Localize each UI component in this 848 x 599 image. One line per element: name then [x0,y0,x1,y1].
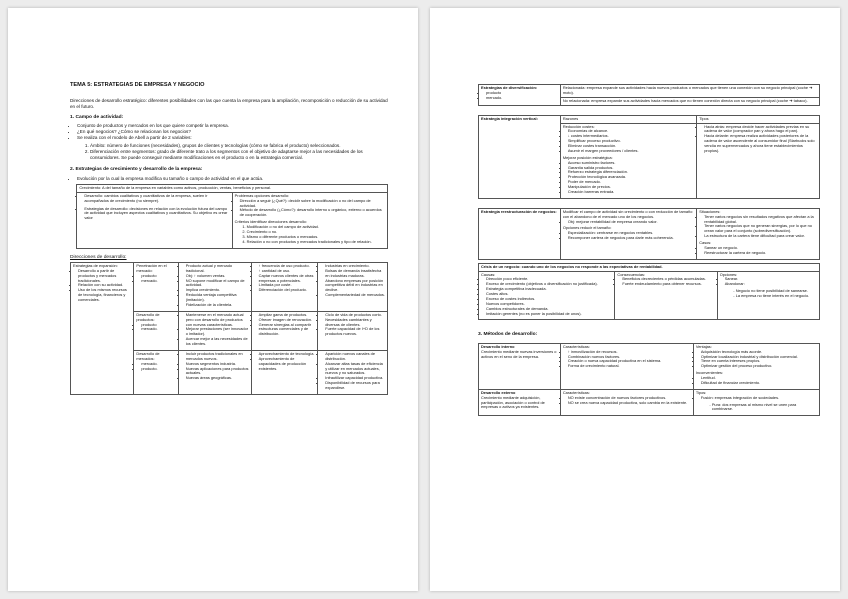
list-item: • Simplificar proceso productivo. [568,139,694,144]
list-item: • Tener varios negocios que no generan sinergias, por lo que no crean valor para el conjunto (sobrediversificación). [704,224,817,234]
list-item: • Abandonar: [725,282,817,287]
integration-table [478,115,820,199]
list-item: 3. Mismo o diferente productos o mercados. [247,235,385,240]
restructuring-description: Modificar el campo de actividad sin crecimiento o con reducción de tamaño con el abandono de el mercado uno de los negocios. [562,208,693,219]
list-item: • Nuevas aplicaciones para productos actuales. [186,367,249,377]
list-item: 2. Crecimiento o no. [247,230,385,235]
restructuring-desc-cell [560,208,696,259]
external-label: Desarrollo externo [481,389,516,395]
list-item: • Cambios estructurales de demanda. [486,307,612,312]
diversification-table [478,84,820,106]
conditions-cell [318,262,388,311]
directions-table [70,262,388,395]
methods-cell [251,350,318,394]
directions-heading: Direcciones de desarrollo: [70,254,127,260]
list-item: • Acceso suministro factores. [568,161,694,166]
list-item: • Abandono empresas por posición competitiva débil en industrias en declive. [325,279,385,294]
consequences-heading: Consecuencias: [617,271,646,277]
list-item: • Nuevas áreas geográficas. [186,376,249,381]
list-item: • Tener varios negocios sin resultados negativos que afectan a la rentabilidad global. [704,215,817,225]
list-item: • Protección tecnológica avanzada. [568,175,694,180]
options-cell [717,271,819,320]
list-item: • Obj: ↑ volumen ventas. [186,274,249,279]
page-right-content [478,84,820,416]
list-item: • mercado. [141,279,175,284]
list-item: • Hacia delante: empresa realiza actividades posteriores de la cadena de valor ascendente al consumidor final (Starbucks solo vendía en supermercados y ahora tiene establecimientos propios). [704,134,817,154]
growth-table-header: Crecimiento: A del tamaño de la empresa en variables como activos, producción, ventas, beneficios y personal. [77,184,388,192]
advantages-heading: Ventajas: [695,343,712,349]
row-label: Desarrollo de mercados: [136,350,160,361]
list-item: • Costes altos. [486,292,612,297]
list-item: • Reestructurar la cartera de negocio. [704,251,817,256]
list-item: • Aprovechamiento de capacidades de producción existentes. [259,357,316,372]
list-item: • Estrategia competitiva inadecuada. [486,287,612,292]
list-item: • ↑ cantidad de uso. [259,269,316,274]
list-item: • Se realiza con el modelo de Abell a partir de 2 variables: [77,135,388,141]
description-cell [178,350,251,394]
external-types-cell [693,389,819,416]
list-item: • Uso de los mismos recursos de tecnología, financieros y comerciales. [78,288,131,303]
list-item: - Negocio no tiene posibilidad de sanearse. [736,289,817,294]
list-item: 2. Diferenciación entre segmentos: grado de diferente trato a los segmentos con el objetivo de adaptarse mejor a las necesidades de los consumidores. Se puede conseguir mediante modificaciones en el producto o en la estrategia comercial. [90,149,388,161]
list-item: • Hacia atrás: empresa decide hacer actividades previas en su cadena de valor (comprador pan y ahora hago el pan). [704,125,817,135]
list-item: 4. Relación o no con productos y mercados tradicionales y tipo de relación. [247,240,385,245]
list-item: • Forma de crecimiento natural. [568,364,691,369]
external-label-cell [479,389,561,416]
list-item: • Captar nuevos clientes de otras empresas o potenciales. [259,274,316,284]
list-item: • Ofrecer imagen de renovación. [259,318,316,323]
list-item: • Producto actual y mercado tradicional. [186,264,249,274]
internal-label: Desarrollo interno [481,343,515,349]
list-item: • Generar sinergias al compartir estructuras comerciales y de distribución. [259,323,316,338]
list-item: • Sanear. [725,277,817,282]
row-label: Penetración en el mercado: [136,262,167,273]
list-item: • Incluir productos tradicionales en mercados nuevos. [186,352,249,362]
list-item: • producto. [141,367,175,372]
page-left-content [70,82,388,395]
reasons-header: Razones [560,115,696,123]
list-item: • Exceso de costes indirectos. [486,297,612,302]
list-item: • producto [141,323,175,328]
list-item: • Exceso de crecimiento (objetivos o diversificación no justificada). [486,282,612,287]
crisis-header: Crisis de un negocio: cuando uno de los negocios no responde a las expectativas de rentabilidad. [479,263,820,271]
list-item: • Obj: mejorar rentabilidad de empresa creando valor. [568,220,694,225]
list-item: • Economías de alcance. [568,129,694,134]
section-1-bullets [70,123,388,141]
list-item: • Tiene en cuenta intereses propios. [701,359,817,364]
chars-heading: Características: [562,343,590,349]
restructuring-label: Estrategia reestructuración de negocios: [479,208,561,259]
list-item: • Fuerte endeudamiento para obtener recursos. [622,282,714,287]
list-item: • Diferenciación del producto. [259,288,316,293]
chars-heading: Características: [562,389,590,395]
crisis-table [478,263,820,321]
list-item: 1. Modificación o no del campo de actividad. [247,225,385,230]
expansion-cell [71,262,134,394]
page-title: TEMA 5: ESTRATEGIAS DE EMPRESA Y NEGOCIO [70,82,205,88]
position-heading: Mejorar posición estratégica: [562,154,613,160]
list-item: • ¿En qué negocios? ¿Cómo se relacionan los negocios? [77,129,388,135]
diversification-label-cell [479,85,561,106]
section-3-heading: 3. Métodos de desarrollo: [478,332,538,338]
integration-label: Estrategia integración vertical: [479,115,561,198]
list-item: • Dirección poco eficiente. [486,277,612,282]
list-item: • Combinación nuevos factores. [568,355,691,360]
list-item: • producto [486,91,558,96]
list-item: • Especialización: centrarse en negocios rentables. [568,231,694,236]
row-label-cell [134,350,178,394]
reasons-cell [560,123,696,198]
list-item: • Refuerzo estrategia diferenciación. [568,170,694,175]
methods-cell [251,311,318,350]
list-item: • La estructura de la cartera tiene dificultad para crear valor. [704,234,817,239]
list-item: • Asumir el margen proveedores / clientes. [568,149,694,154]
methods-cell [251,262,318,311]
internal-description: Crecimiento mediante nuevas inversiones o activos en el seno de la empresa. [481,348,557,359]
methods-table [478,343,820,417]
list-item: • Mantenerse en el mercado actual pero con desarrollo de productos con nuevas características. [186,313,249,328]
list-item: • Reducida ventaja competitiva (imitación). [186,293,249,303]
situations-cell [697,208,820,259]
list-item: • Limitada por coste. [259,283,316,288]
list-item: • Lentitud. [701,376,817,381]
list-item: 1. Ámbito: número de funciones (necesidades), grupos de clientes y tecnologías (cómo se fabrica el producto) seleccionados. [90,143,388,149]
diversification-label: Estrategias de diversificación: [481,85,538,90]
list-item: • Manipulación de precios. [568,185,694,190]
costs-heading: Reducción costes: [562,123,595,129]
list-item: • Nuevos competidores. [486,302,612,307]
external-chars-cell [560,389,693,416]
unrelated-cell: No relacionada: empresa expande sus actividades hacia mercados que no tienen conexión directa con su negocio principal (coche ➔ tabaco). [560,97,819,105]
list-item: • NO se crea nueva capacidad productiva, solo cambia en la existente. [568,401,691,406]
list-item: • Infrautilizar capacidad productiva. [325,376,385,381]
list-item: • Desarrollo: cambios cualitativos y cuantitativos de la empresa, suelen ir acompañados de crecimiento (no siempre). [84,194,229,204]
list-item: • Aparición nuevos canales de distribución. [325,352,385,362]
list-item: • Implica crecimiento. [186,288,249,293]
internal-adv-cell [693,343,819,389]
list-item: • Recomponer cartera de negocios para darle más coherencia. [568,236,694,241]
types-header: Tipos [697,115,820,123]
causes-heading: Causas: [481,271,496,277]
list-item: • Imitación gerentes (no es poner la posibilidad de unos). [486,312,612,317]
list-item: • Fuerte capacidad de I+D de los productos nuevos. [325,327,385,337]
list-item: • Fidelización de la clientela. [186,303,249,308]
description-cell [178,311,251,350]
list-item: • Necesidades cambiantes y diversas de clientes. [325,318,385,328]
list-item: • Disponibilidad de recursos para expandirse. [325,381,385,391]
list-item: • Nuevos segmentos industria. [186,362,249,367]
internal-chars-cell [560,343,693,389]
list-item: - Pura: dos empresas al mismo nivel se unen para combinarse. [712,403,817,413]
disadvantages-heading: Inconvenientes: [695,370,724,376]
list-item: • ↑ inmovilización de recursos. [568,350,691,355]
list-item: • Beneficios decrecientes o pérdidas acumuladas. [622,277,714,282]
list-item: • Complementariedad de mercados. [325,293,385,298]
growth-table-left [77,192,232,248]
consequences-cell [615,271,717,320]
list-item: • Sanear un negocio. [704,246,817,251]
problems-heading: Problemas opciones desarrollo: [234,192,290,198]
situations-heading: Situaciones: [699,208,721,214]
list-item: • Desarrollo a partir de productos y mercados tradicionales. [78,269,131,284]
expansion-title: Estrategias de expansión: [73,262,118,268]
section-1-numbered [70,143,388,161]
growth-table-right [232,192,387,248]
section-1-heading: 1. Campo de actividad: [70,114,124,120]
list-item: • Relación con su actividad. [78,283,131,288]
list-item: • Mejorar prestaciones (ser innovador o imitador). [186,327,249,337]
list-item: - La empresa no tiene interés en el negocio. [736,294,817,299]
list-item: • Garantía salida productos. [568,166,694,171]
types-heading: Tipos: [695,389,707,395]
list-item: • Poder de mercado. [568,180,694,185]
list-item: • mercado. [141,362,175,367]
row-label: Desarrollo de productos: [136,311,160,322]
causes-cell [479,271,615,320]
list-item: • Optimizar gestión del proceso productivo. [701,364,817,369]
list-item: • Ampliar gama de productos. [259,313,316,318]
growth-table [76,184,388,249]
options-heading: Opciones reducir el tamaño: [562,225,612,231]
list-item: • mercado. [486,96,558,101]
list-item: • Dificultad de financiar crecimiento. [701,381,817,386]
list-item: • NO supone modificar el campo de actividad. [186,279,249,289]
row-label-cell [134,311,178,350]
conditions-cell [318,350,388,394]
criteria-heading: Criterios identificar direcciones desarrollo: [234,219,307,225]
list-item: • Alcanzar altas tasas de eficiencia y utilizar en mercados actuales, nuevos y no saturados. [325,362,385,377]
list-item: • Industrias en crecimiento. [325,264,385,269]
cases-heading: Casos: [699,240,712,245]
list-item: • Adquisición tecnología más acorde. [701,350,817,355]
related-cell: Relacionada: empresa expande sus actividades hacia nuevos productos o mercados que tienen una conexión con su negocio principal (coche ➔ moto). [560,85,819,98]
list-item: • ↑ frecuencia de uso producto. [259,264,316,269]
list-item: • mercado. [141,327,175,332]
intro-paragraph: Direcciones de desarrollo estratégico: diferentes posibilidades con las que cuenta la empresa para la ampliación, recomposición o reducción de su actividad en el futuro. [70,98,388,110]
conditions-cell [318,311,388,350]
list-item: • Creación o nueva capacidad productiva en el sistema. [568,359,691,364]
list-item: • Ciclo de vida de productos corto. [325,313,385,318]
list-item: • Fusión: empresas integración de sociedades. [701,396,817,401]
restructuring-table [478,208,820,260]
section-2-bullets [70,176,388,182]
list-item: • Dirección a seguir (¿Qué?): decidir sobre la modificación o no del campo de actividad. [240,199,385,209]
list-item: • NO existe concentración de nuevos factores productivos. [568,396,691,401]
list-item: • Método de desarrollo (¿Cómo?): desarrollo interno u orgánico, externo o acuerdos de cooperación. [240,208,385,218]
list-item: • Acercar mejor a las necesidades de los clientes. [186,337,249,347]
list-item: • Bolsas de demanda insatisfecha en industrias maduras. [325,269,385,279]
internal-label-cell [479,343,561,389]
list-item: • Optimizar localización industrial y distribución comercial. [701,355,817,360]
page-left [8,8,418,591]
row-label-cell [134,262,178,311]
external-description: Crecimiento mediante adquisición, participación, asociación o control de empresas o activos ya existentes. [481,394,545,410]
section-2-heading: 2. Estrategias de crecimiento y desarrollo de la empresa: [70,167,203,173]
list-item: • Conjunto de productos y mercados en los que quiere competir la empresa. [77,123,388,129]
page-right [430,8,840,591]
options-heading: Opciones: [719,271,738,277]
list-item: • Aprovechamiento de tecnología. [259,352,316,357]
types-cell [697,123,820,198]
list-item: • Eliminar costes transacción. [568,144,694,149]
list-item: • Creación barreras entrada. [568,190,694,195]
list-item: • ↓ costes intermediarios. [568,134,694,139]
list-item: • producto [141,274,175,279]
list-item: • Estrategias de desarrollo: decisiones en relación con la evolución futura del campo de actividad que incluyen aspectos cualitativos y cuantitativos. Su objetivo es crear valor [84,207,229,222]
list-item: • Evolución por la cual la empresa modifica su tamaño o campo de actividad en el que actúa. [77,176,388,182]
description-cell [178,262,251,311]
